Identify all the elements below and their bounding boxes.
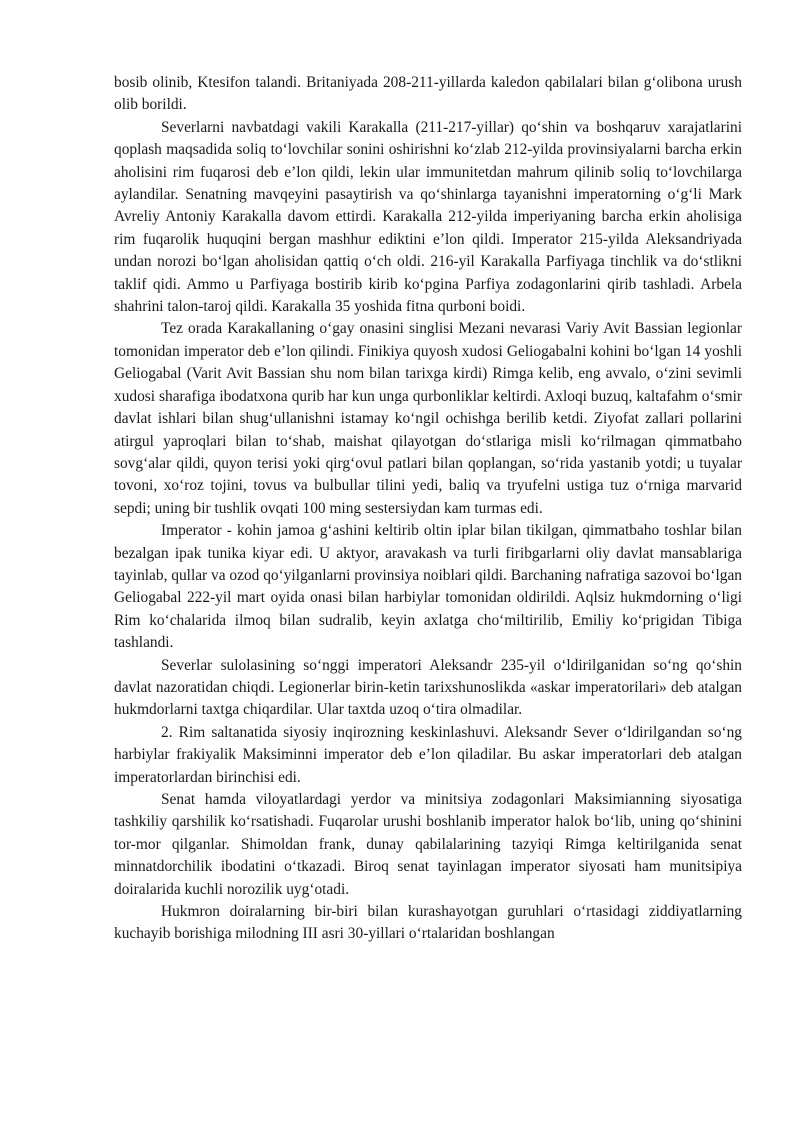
paragraph-7: Senat hamda viloyatlardagi yerdor va minitsiya zodagonlari Maksimianning siyosatiga tashkiliy qarshilik ko‘rsatishadi. Fuqarolar urushi boshlanib imperator halok bo‘lib, uning qo‘shinini tor-mor qilganlar. Shimoldan frank, dunay qabilalarining tazyiqi Rimga keltirilganida senat minnatdorchilik ibodatini o‘tkazadi. Biroq senat tayinlagan imperator siyosati ham munitsipiya doiralarida kuchli norozilik uyg‘otadi. bbox=[114, 791, 742, 898]
paragraph-8: Hukmron doiralarning bir-biri bilan kurashayotgan guruhlari o‘rtasidagi ziddiyatlarning kuchayib borishiga milodning III asri 30-yillari o‘rtalaridan boshlangan bbox=[114, 903, 742, 943]
paragraph-3: Tez orada Karakallaning o‘gay onasini singlisi Mezani nevarasi Variy Avit Bassian legionlar tomonidan imperator deb e’lon qilindi. Finikiya quyosh xudosi Geliogabalni kohini bo‘lgan 14 yoshli Geliogabal (Varit Avit Bassian shu nom bilan tarixga kirdi) Rimga kelib, eng avvalo, o‘zini sevimli xudosi sharafiga ibodatxona qurib har kun unga qurbonliklar keltirdi. Axloqi buzuq, kaltafahm o‘smir davlat ishlari bilan shug‘ullanishni istamay ko‘ngil ochishga berilib ketdi. Ziyofat zallari pollarini atirgul yaproqlari bilan to‘shab, maishat qilayotgan do‘stlariga misli ko‘rilmagan qimmatbaho sovg‘alar qildi, quyon terisi yoki qirg‘ovul patlari bilan qoplangan, so‘rida yastanib yotdi; u tuyalar tovoni, xo‘roz tojini, tovus va bulbullar tilini yedi, baliq va tryufelni ustiga tuz o‘rniga marvarid sepdi; uning bir tushlik ovqati 100 ming sestersiydan kam turmas edi. bbox=[114, 320, 742, 517]
paragraph-4: Imperator - kohin jamoa g‘ashini keltirib oltin iplar bilan tikilgan, qimmatbaho toshlar bilan bezalgan ipak tunika kiyar edi. U aktyor, aravakash va turli firibgarlarni oliy davlat mansablariga tayinlab, qullar va ozod qo‘yilganlarni provinsiya noiblari qildi. Barchaning nafratiga sazovoi bo‘lgan Geliogabal 222-yil mart oyida onasi bilan harbiylar tomonidan oldirildi. Aqlsiz hukmdorning o‘ligi Rim ko‘chalarida ilmoq bilan sudralib, keyin axlatga cho‘miltirilib, Emiliy ko‘prigidan Tibiga tashlandi. bbox=[114, 522, 742, 652]
document-page bbox=[114, 72, 742, 946]
paragraph-1: bosib olinib, Ktesifon talandi. Britaniyada 208-211-yillarda kaledon qabilalari bilan g‘olibona urush olib borildi. bbox=[114, 74, 742, 114]
paragraph-5: Severlar sulolasining so‘nggi imperatori Aleksandr 235-yil o‘ldirilganidan so‘ng qo‘shin davlat nazoratidan chiqdi. Legionerlar birin-ketin tarixshunoslikda «askar imperatorilari» deb atalgan hukmdorlarni taxtga chiqardilar. Ular taxtda uzoq o‘tira olmadilar. bbox=[114, 656, 742, 719]
paragraph-2: Severlarni navbatdagi vakili Karakalla (211-217-yillar) qo‘shin va boshqaruv xarajatlarini qoplash maqsadida soliq to‘lovchilar sonini oshirishni ko‘zlab 212-yilda provinsiyalarni barcha erkin aholisini rim fuqarosi deb e’lon qildi, lekin ular immunitetdan mahrum qilinib soliq to‘lovchilarga aylandilar. Senatning mavqeyini pasaytirish va qo‘shinlarga tayanishni imperatorning o‘g‘li Mark Avreliy Antoniy Karakalla davom ettirdi. Karakalla 212-yilda imperiyaning barcha erkin aholisiga rim fuqarolik huquqini bergan mashhur ediktini e’lon qildi. Imperator 215-yilda Aleksandriyada undan norozi bo‘lgan aholisidan qattiq o‘ch oldi. 216-yil Karakalla Parfiyaga tinchlik va do‘stlikni taklif qidi. Ammo u Parfiyaga bostirib kirib ko‘pgina Parfiya zodagonlarini qirib tashladi. Arbela shahrini talon-taroj qildi. Karakalla 35 yoshida fitna qurboni boidi. bbox=[114, 118, 742, 316]
paragraph-6: 2. Rim saltanatida siyosiy inqirozning keskinlashuvi. Aleksandr Sever o‘ldirilgandan so‘ng harbiylar frakiyalik Maksiminni imperator deb e’lon qiladilar. Bu askar imperatorlari deb atalgan imperatorlardan birinchisi edi. bbox=[114, 723, 742, 786]
